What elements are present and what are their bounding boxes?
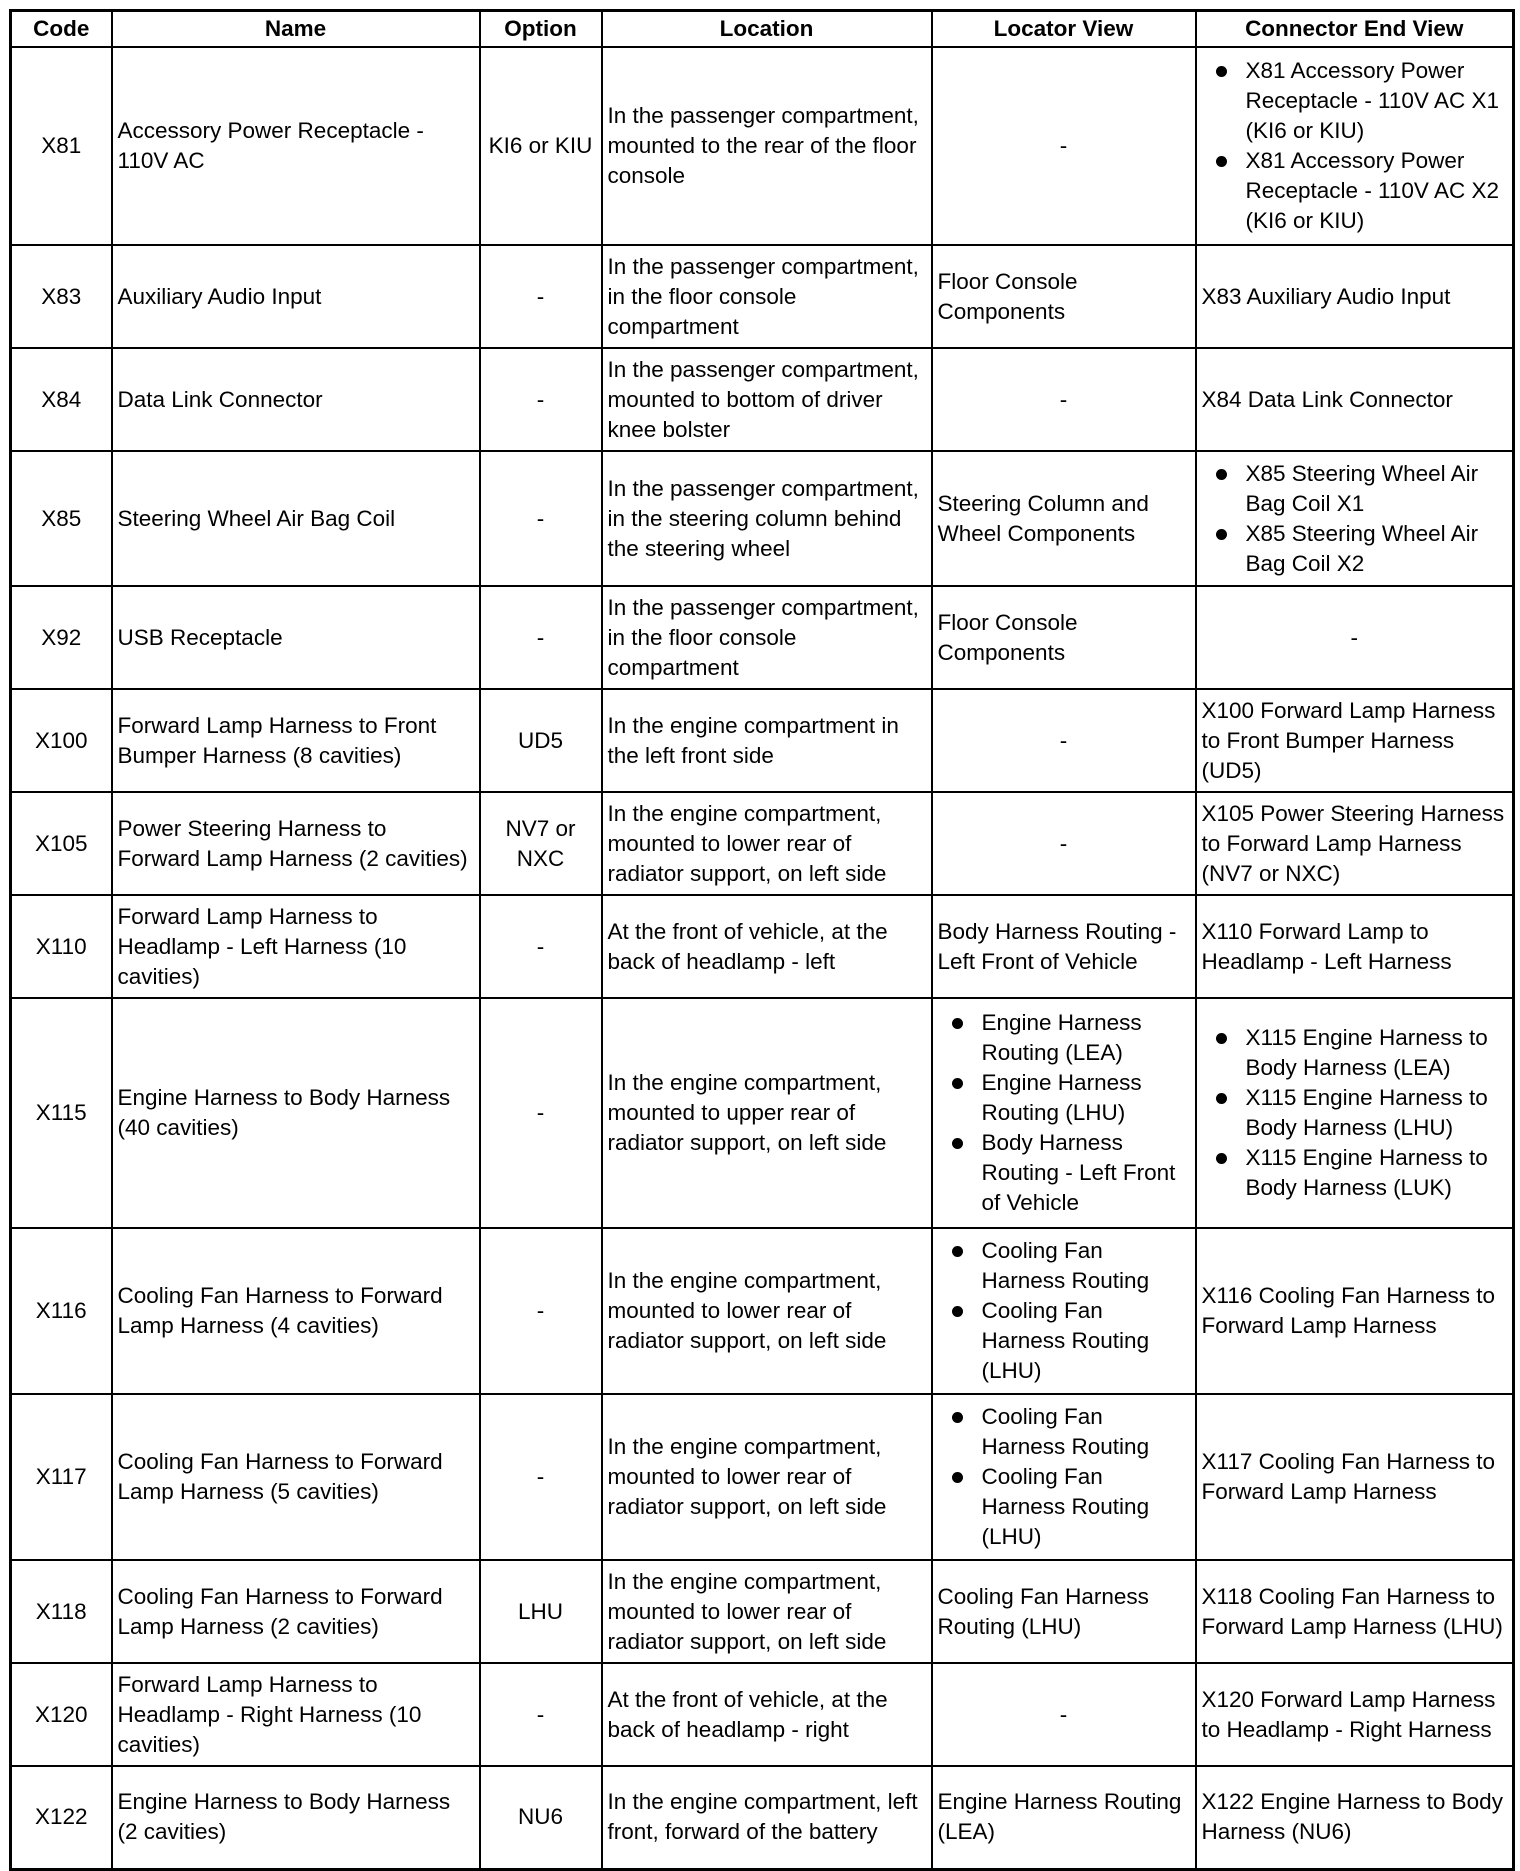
table-row: [11, 1766, 1514, 1869]
connector-end-view-cell: X84 Data Link Connector: [1196, 348, 1514, 451]
name-cell: Cooling Fan Harness to Forward Lamp Harness (2 cavities): [112, 1560, 480, 1663]
header-row: [11, 11, 1514, 48]
option-cell: -: [480, 1394, 602, 1560]
locator-view-cell: Floor Console Components: [932, 245, 1196, 348]
connector-end-view-cell: [1196, 451, 1514, 586]
locator-view-cell: [932, 1228, 1196, 1394]
code-cell: X118: [11, 1560, 112, 1663]
code-cell: X85: [11, 451, 112, 586]
header-connector-end-view: Connector End View: [1196, 11, 1514, 48]
name-cell: Forward Lamp Harness to Front Bumper Harness (8 cavities): [112, 689, 480, 792]
header-option: Option: [480, 11, 602, 48]
table-row: [11, 348, 1514, 451]
connector-end-view-cell: X105 Power Steering Harness to Forward Lamp Harness (NV7 or NXC): [1196, 792, 1514, 895]
option-cell: -: [480, 1663, 602, 1766]
code-cell: X115: [11, 998, 112, 1228]
name-cell: USB Receptacle: [112, 586, 480, 689]
bullet-list: [1202, 459, 1508, 579]
connector-table: [9, 9, 1515, 1871]
table-row: [11, 586, 1514, 689]
location-cell: In the engine compartment in the left front side: [602, 689, 932, 792]
location-cell: In the engine compartment, mounted to lower rear of radiator support, on left side: [602, 1228, 932, 1394]
header-name: Name: [112, 11, 480, 48]
locator-view-cell: -: [932, 348, 1196, 451]
bullet-list: [938, 1008, 1190, 1218]
table-row: [11, 1228, 1514, 1394]
option-cell: UD5: [480, 689, 602, 792]
location-cell: In the engine compartment, mounted to upper rear of radiator support, on left side: [602, 998, 932, 1228]
code-cell: X84: [11, 348, 112, 451]
option-cell: -: [480, 348, 602, 451]
locator-view-cell: [932, 998, 1196, 1228]
location-cell: In the passenger compartment, mounted to bottom of driver knee bolster: [602, 348, 932, 451]
table-row: [11, 998, 1514, 1228]
locator-view-cell: Body Harness Routing - Left Front of Vehicle: [932, 895, 1196, 998]
name-cell: Forward Lamp Harness to Headlamp - Right Harness (10 cavities): [112, 1663, 480, 1766]
connector-end-view-cell: X117 Cooling Fan Harness to Forward Lamp Harness: [1196, 1394, 1514, 1560]
bullet-list: [938, 1402, 1190, 1552]
option-cell: -: [480, 998, 602, 1228]
table-row: [11, 47, 1514, 245]
bullet-list: [938, 1236, 1190, 1386]
list-item: X81 Accessory Power Receptacle - 110V AC X1 (KI6 or KIU): [1246, 56, 1508, 146]
option-cell: LHU: [480, 1560, 602, 1663]
list-item: X115 Engine Harness to Body Harness (LUK): [1246, 1143, 1508, 1203]
location-cell: At the front of vehicle, at the back of headlamp - left: [602, 895, 932, 998]
code-cell: X120: [11, 1663, 112, 1766]
connector-end-view-cell: X120 Forward Lamp Harness to Headlamp - Right Harness: [1196, 1663, 1514, 1766]
table-row: [11, 792, 1514, 895]
list-item: Cooling Fan Harness Routing (LHU): [982, 1462, 1190, 1552]
option-cell: NU6: [480, 1766, 602, 1869]
name-cell: Power Steering Harness to Forward Lamp Harness (2 cavities): [112, 792, 480, 895]
list-item: X85 Steering Wheel Air Bag Coil X1: [1246, 459, 1508, 519]
connector-end-view-cell: X118 Cooling Fan Harness to Forward Lamp Harness (LHU): [1196, 1560, 1514, 1663]
code-cell: X116: [11, 1228, 112, 1394]
location-cell: In the engine compartment, mounted to lower rear of radiator support, on left side: [602, 792, 932, 895]
bullet-list: [1202, 1023, 1508, 1203]
name-cell: Cooling Fan Harness to Forward Lamp Harness (4 cavities): [112, 1228, 480, 1394]
connector-end-view-cell: X122 Engine Harness to Body Harness (NU6): [1196, 1766, 1514, 1869]
locator-view-cell: -: [932, 792, 1196, 895]
list-item: Engine Harness Routing (LEA): [982, 1008, 1190, 1068]
option-cell: KI6 or KIU: [480, 47, 602, 245]
name-cell: Engine Harness to Body Harness (2 cavities): [112, 1766, 480, 1869]
option-cell: -: [480, 1228, 602, 1394]
list-item: Cooling Fan Harness Routing (LHU): [982, 1296, 1190, 1386]
table-row: [11, 895, 1514, 998]
list-item: Cooling Fan Harness Routing: [982, 1236, 1190, 1296]
header-locator-view: Locator View: [932, 11, 1196, 48]
list-item: Body Harness Routing - Left Front of Vehicle: [982, 1128, 1190, 1218]
table-row: [11, 689, 1514, 792]
connector-end-view-cell: X83 Auxiliary Audio Input: [1196, 245, 1514, 348]
connector-end-view-cell: [1196, 47, 1514, 245]
table-row: [11, 1663, 1514, 1766]
connector-end-view-cell: X116 Cooling Fan Harness to Forward Lamp Harness: [1196, 1228, 1514, 1394]
code-cell: X105: [11, 792, 112, 895]
bullet-list: [1202, 56, 1508, 236]
name-cell: Accessory Power Receptacle - 110V AC: [112, 47, 480, 245]
locator-view-cell: Floor Console Components: [932, 586, 1196, 689]
code-cell: X81: [11, 47, 112, 245]
location-cell: In the engine compartment, mounted to lower rear of radiator support, on left side: [602, 1394, 932, 1560]
list-item: Cooling Fan Harness Routing: [982, 1402, 1190, 1462]
list-item: X85 Steering Wheel Air Bag Coil X2: [1246, 519, 1508, 579]
locator-view-cell: Cooling Fan Harness Routing (LHU): [932, 1560, 1196, 1663]
connector-end-view-cell: X110 Forward Lamp to Headlamp - Left Harness: [1196, 895, 1514, 998]
locator-view-cell: -: [932, 689, 1196, 792]
list-item: X115 Engine Harness to Body Harness (LEA): [1246, 1023, 1508, 1083]
code-cell: X122: [11, 1766, 112, 1869]
locator-view-cell: -: [932, 1663, 1196, 1766]
locator-view-cell: Steering Column and Wheel Components: [932, 451, 1196, 586]
name-cell: Forward Lamp Harness to Headlamp - Left Harness (10 cavities): [112, 895, 480, 998]
location-cell: In the passenger compartment, in the floor console compartment: [602, 245, 932, 348]
option-cell: NV7 or NXC: [480, 792, 602, 895]
location-cell: In the engine compartment, left front, forward of the battery: [602, 1766, 932, 1869]
location-cell: In the passenger compartment, in the steering column behind the steering wheel: [602, 451, 932, 586]
header-code: Code: [11, 11, 112, 48]
name-cell: Engine Harness to Body Harness (40 cavities): [112, 998, 480, 1228]
name-cell: Steering Wheel Air Bag Coil: [112, 451, 480, 586]
list-item: Engine Harness Routing (LHU): [982, 1068, 1190, 1128]
table-row: [11, 245, 1514, 348]
location-cell: In the engine compartment, mounted to lower rear of radiator support, on left side: [602, 1560, 932, 1663]
name-cell: Auxiliary Audio Input: [112, 245, 480, 348]
locator-view-cell: -: [932, 47, 1196, 245]
connector-end-view-cell: [1196, 998, 1514, 1228]
location-cell: In the passenger compartment, in the floor console compartment: [602, 586, 932, 689]
locator-view-cell: Engine Harness Routing (LEA): [932, 1766, 1196, 1869]
connector-end-view-cell: -: [1196, 586, 1514, 689]
option-cell: -: [480, 245, 602, 348]
option-cell: -: [480, 895, 602, 998]
code-cell: X100: [11, 689, 112, 792]
header-location: Location: [602, 11, 932, 48]
code-cell: X110: [11, 895, 112, 998]
table-row: [11, 1560, 1514, 1663]
name-cell: Cooling Fan Harness to Forward Lamp Harness (5 cavities): [112, 1394, 480, 1560]
option-cell: -: [480, 586, 602, 689]
list-item: X81 Accessory Power Receptacle - 110V AC X2 (KI6 or KIU): [1246, 146, 1508, 236]
locator-view-cell: [932, 1394, 1196, 1560]
code-cell: X83: [11, 245, 112, 348]
name-cell: Data Link Connector: [112, 348, 480, 451]
location-cell: At the front of vehicle, at the back of headlamp - right: [602, 1663, 932, 1766]
table-row: [11, 1394, 1514, 1560]
code-cell: X92: [11, 586, 112, 689]
location-cell: In the passenger compartment, mounted to the rear of the floor console: [602, 47, 932, 245]
connector-end-view-cell: X100 Forward Lamp Harness to Front Bumper Harness (UD5): [1196, 689, 1514, 792]
list-item: X115 Engine Harness to Body Harness (LHU): [1246, 1083, 1508, 1143]
code-cell: X117: [11, 1394, 112, 1560]
option-cell: -: [480, 451, 602, 586]
table-row: [11, 451, 1514, 586]
